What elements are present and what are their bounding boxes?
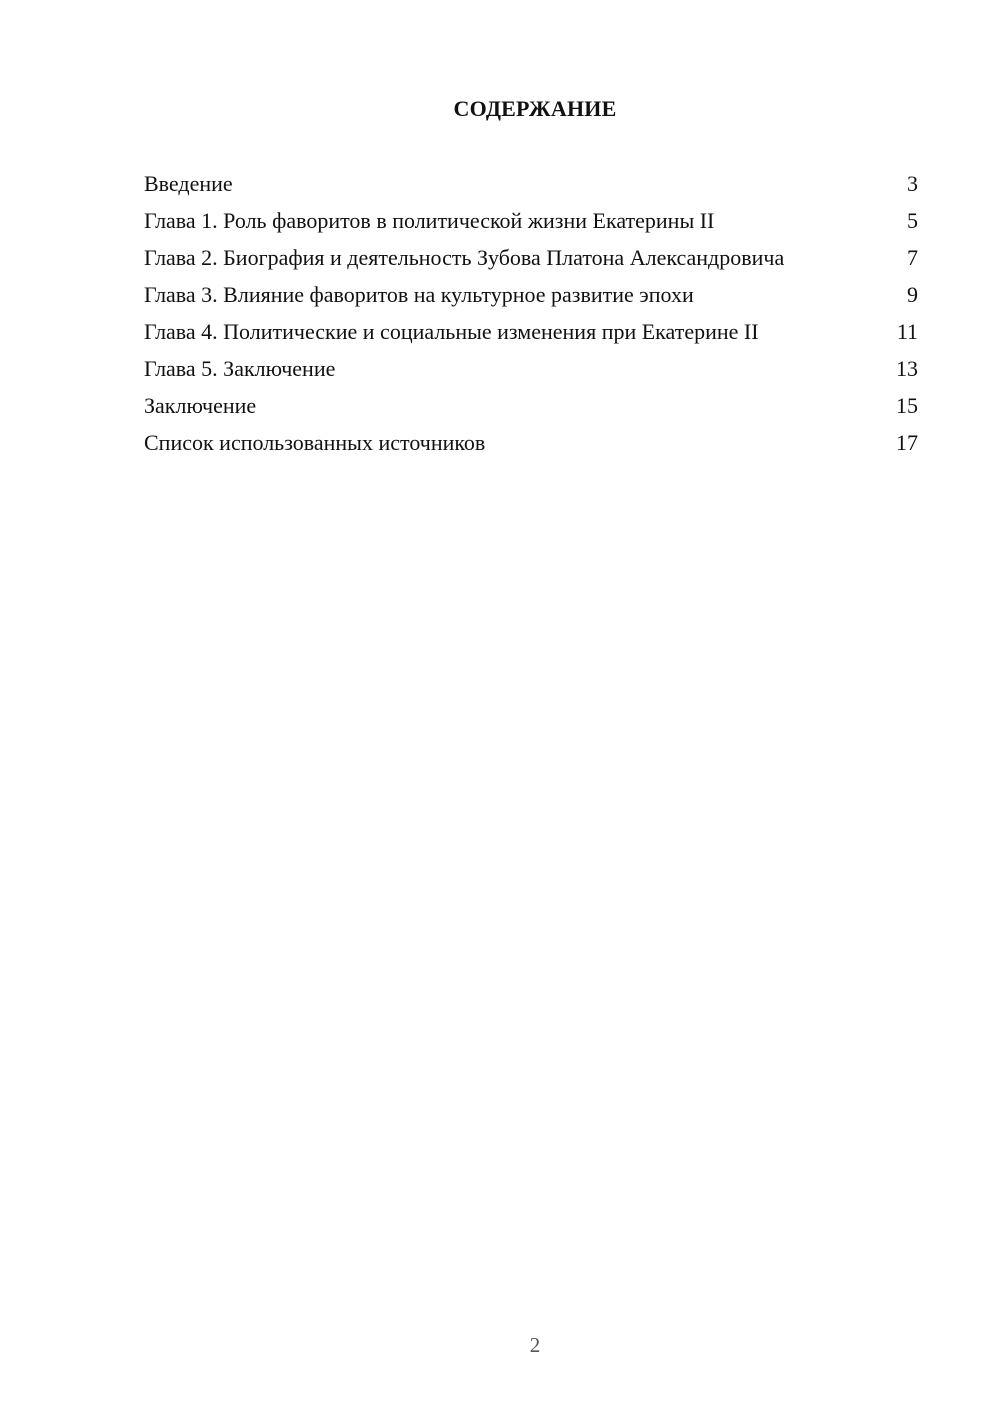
toc-entry-label: Список использованных источников	[144, 430, 486, 455]
toc-entry-chapter-4	[144, 318, 918, 345]
toc-entry-label: Глава 1. Роль фаворитов в политической жизни Екатерины II	[144, 208, 715, 233]
toc-entry-conclusion	[144, 392, 918, 419]
table-of-contents	[144, 170, 918, 466]
toc-entry-page: 17	[896, 430, 918, 455]
toc-entry-label: Глава 4. Политические и социальные изменения при Екатерине II	[144, 319, 759, 344]
toc-entry-page: 9	[907, 282, 918, 307]
toc-entry-introduction	[144, 170, 918, 197]
toc-entry-page: 13	[896, 356, 918, 381]
toc-entry-page: 11	[896, 319, 918, 344]
page-number: 2	[529, 1333, 541, 1357]
toc-entry-label: Заключение	[144, 393, 257, 418]
toc-entry-chapter-5	[144, 355, 918, 382]
toc-entry-label: Глава 2. Биография и деятельность Зубова Платона Александровича	[144, 245, 785, 270]
toc-entry-page: 7	[907, 245, 918, 270]
toc-entry-label: Введение	[144, 171, 233, 196]
toc-entry-label: Глава 5. Заключение	[144, 356, 336, 381]
toc-entry-page: 5	[907, 208, 918, 233]
toc-entry-chapter-2	[144, 244, 918, 271]
toc-entry-references	[144, 429, 918, 456]
toc-entry-page: 3	[907, 171, 918, 196]
page-title: СОДЕРЖАНИЕ	[453, 96, 617, 121]
toc-entry-label: Глава 3. Влияние фаворитов на культурное развитие эпохи	[144, 282, 694, 307]
toc-entry-chapter-3	[144, 281, 918, 308]
toc-entry-chapter-1	[144, 207, 918, 234]
toc-entry-page: 15	[896, 393, 918, 418]
